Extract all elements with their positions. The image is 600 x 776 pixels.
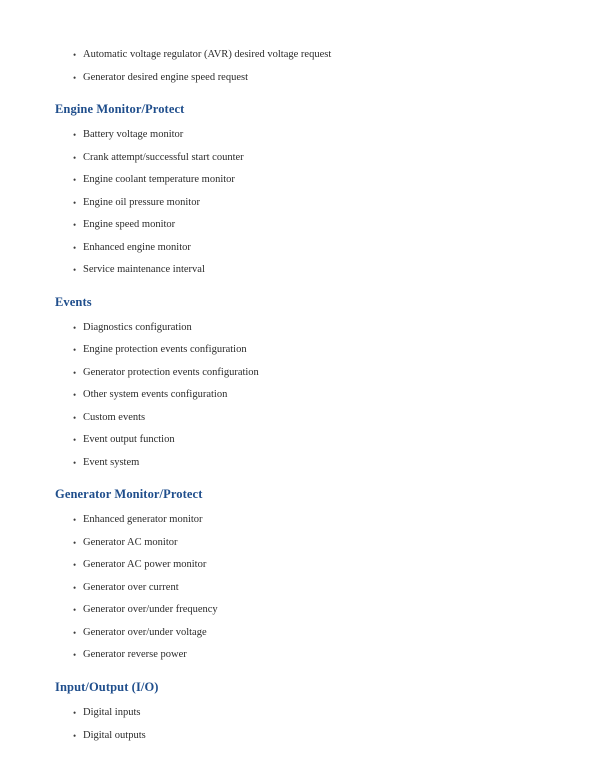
section-heading: Generator Monitor/Protect	[55, 487, 203, 502]
bullet-point-icon: •	[73, 605, 77, 616]
section-heading-wrap	[55, 474, 560, 509]
list-item	[55, 429, 560, 452]
list-item-label: Engine coolant temperature monitor	[83, 174, 235, 186]
bullet-point-icon: •	[73, 175, 77, 186]
bullet-point-icon: •	[73, 627, 77, 638]
list-item	[55, 362, 560, 385]
bullet-point-icon: •	[73, 515, 77, 526]
list-item-label: Other system events configuration	[83, 389, 228, 401]
bullet-point-icon: •	[73, 130, 77, 141]
list-item	[55, 554, 560, 577]
section-bullet-list	[55, 124, 560, 282]
section-heading-wrap	[55, 667, 560, 702]
list-item-label: Generator AC monitor	[83, 536, 178, 548]
list-item-label: Generator reverse power	[83, 649, 187, 661]
list-item	[55, 124, 560, 147]
list-item	[55, 725, 560, 748]
list-item-label: Crank attempt/successful start counter	[83, 151, 244, 163]
bullet-point-icon: •	[73, 345, 77, 356]
list-item-label: Automatic voltage regulator (AVR) desired voltage request	[83, 49, 332, 60]
intro-bullet-list	[55, 44, 560, 89]
document-section	[55, 282, 560, 475]
section-heading: Events	[55, 294, 92, 309]
section-heading-wrap	[55, 89, 560, 124]
list-item	[55, 644, 560, 667]
list-item	[55, 384, 560, 407]
list-item-label: Engine oil pressure monitor	[83, 196, 200, 208]
bullet-point-icon: •	[73, 730, 77, 741]
bullet-point-icon: •	[73, 367, 77, 378]
list-item-label: Generator protection events configuration	[83, 366, 259, 378]
bullet-point-icon: •	[73, 242, 77, 253]
bullet-point-icon: •	[73, 537, 77, 548]
list-item-label: Engine speed monitor	[83, 219, 176, 231]
list-item-label: Enhanced generator monitor	[83, 514, 203, 526]
list-item-label: Digital inputs	[83, 707, 141, 718]
bullet-point-icon: •	[73, 322, 77, 333]
list-item	[55, 147, 560, 170]
bullet-point-icon: •	[73, 197, 77, 208]
list-item-label: Engine protection events configuration	[83, 344, 247, 356]
document-content	[55, 44, 560, 747]
list-item	[55, 214, 560, 237]
bullet-point-icon: •	[73, 265, 77, 276]
section-heading: Input/Output (I/O)	[55, 679, 159, 694]
bullet-point-icon: •	[73, 650, 77, 661]
list-item-label: Diagnostics configuration	[83, 321, 192, 333]
list-item	[55, 192, 560, 215]
list-item-label: Event output function	[83, 434, 175, 446]
section-bullet-list	[55, 317, 560, 475]
document-section	[55, 89, 560, 282]
bullet-point-icon: •	[73, 220, 77, 231]
list-item-label: Generator AC power monitor	[83, 559, 207, 571]
section-heading-wrap	[55, 282, 560, 317]
list-item	[55, 599, 560, 622]
section-bullet-list	[55, 509, 560, 667]
list-item-label: Battery voltage monitor	[83, 129, 184, 141]
bullet-point-icon: •	[73, 708, 77, 718]
list-item	[55, 577, 560, 600]
bullet-point-icon: •	[73, 560, 77, 571]
list-item-label: Generator desired engine speed request	[83, 71, 249, 83]
list-item	[55, 452, 560, 475]
list-item	[55, 169, 560, 192]
bullet-point-icon: •	[73, 457, 77, 468]
list-item	[55, 237, 560, 260]
bullet-point-icon: •	[73, 582, 77, 593]
list-item	[55, 339, 560, 362]
list-item-label: Digital outputs	[83, 729, 146, 741]
bullet-point-icon: •	[73, 435, 77, 446]
section-bullet-list	[55, 702, 560, 747]
list-item-label: Generator over current	[83, 581, 179, 593]
list-item-label: Service maintenance interval	[83, 264, 205, 276]
section-heading: Engine Monitor/Protect	[55, 102, 185, 116]
list-item-label: Custom events	[83, 411, 146, 423]
list-item	[55, 532, 560, 555]
document-section	[55, 474, 560, 667]
sections-container	[55, 89, 560, 747]
list-item-label: Generator over/under voltage	[83, 626, 207, 638]
list-item	[55, 702, 560, 725]
bullet-point-icon: •	[73, 72, 77, 83]
list-item	[55, 67, 560, 90]
bullet-point-icon: •	[73, 50, 77, 60]
bullet-point-icon: •	[73, 152, 77, 163]
list-item	[55, 407, 560, 430]
list-item-label: Generator over/under frequency	[83, 604, 218, 616]
list-item	[55, 622, 560, 645]
list-item	[55, 509, 560, 532]
list-item-label: Enhanced engine monitor	[83, 241, 191, 253]
bullet-point-icon: •	[73, 412, 77, 423]
list-item	[55, 44, 560, 67]
document-section	[55, 667, 560, 747]
list-item	[55, 317, 560, 340]
bullet-point-icon: •	[73, 390, 77, 401]
list-item	[55, 259, 560, 282]
list-item-label: Event system	[83, 456, 140, 468]
